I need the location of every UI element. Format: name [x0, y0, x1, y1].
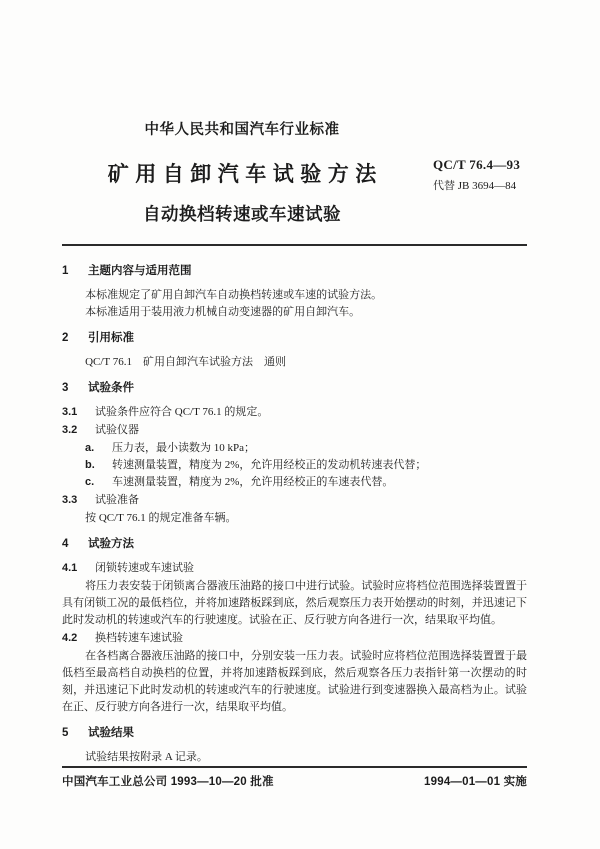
referenced-standard-line: QC/T 76.1 矿用自卸汽车试验方法 通则 [85, 356, 286, 368]
subclause-4-2 [62, 630, 527, 647]
standard-number: QC/T 76.4—93 [433, 157, 521, 172]
subclause-4-1 [62, 560, 527, 577]
subclause-4-2-text: 换档转速车速试验 [95, 632, 183, 644]
clause-2-title: 引用标准 [88, 332, 134, 344]
header-divider [62, 244, 527, 246]
standard-number-block [433, 157, 563, 193]
subclause-3-1 [62, 404, 527, 421]
instrument-item-a [62, 440, 527, 457]
footer-divider [62, 766, 527, 768]
subclause-3-3-text: 试验准备 [95, 494, 139, 506]
clause-4-1-paragraph: 将压力表安装于闭锁离合器液压油路的接口中进行试验。试验时应将档位范围选择装置置于具有闭锁工况的最低档位，并将加速踏板踩到底，然后观察压力表开始摆动的时刻，并迅速记下此时发动机的转速或汽车的行驶速度。试验在正、反行驶方向各进行一次，结果取平均值。 [62, 580, 527, 626]
document-body [62, 254, 527, 766]
subclause-3-3-number: 3.3 [62, 494, 78, 506]
subclause-3-1-number: 3.1 [62, 406, 78, 418]
clause-3-heading [62, 380, 527, 397]
subclause-4-1-text: 闭锁转速或车速试验 [95, 562, 194, 574]
clause-5-title: 试验结果 [88, 727, 134, 739]
clause-4-number: 4 [62, 538, 69, 550]
subclause-4-2-number: 4.2 [62, 632, 78, 644]
instrument-item-c-label: c. [85, 476, 95, 488]
subclause-3-1-text: 试验条件应符合 QC/T 76.1 的规定。 [95, 406, 269, 418]
clause-4-heading [62, 536, 527, 553]
clause-5-heading [62, 725, 527, 742]
clause-5-paragraph: 试验结果按附录 A 记录。 [85, 751, 208, 763]
clause-1-paragraph-2: 本标准适用于装用液力机械自动变速器的矿用自卸汽车。 [85, 306, 361, 318]
subclause-3-2-number: 3.2 [62, 424, 78, 436]
document-footer [62, 773, 527, 789]
replaces-note: 代替 JB 3694—84 [433, 180, 517, 192]
clause-1-title: 主题内容与适用范围 [88, 265, 192, 277]
instrument-item-a-text: 压力表，最小读数为 10 kPa； [112, 442, 255, 454]
instrument-item-c-text: 车速测量装置，精度为 2%，允许用经校正的车速表代替。 [112, 476, 394, 488]
instrument-item-a-label: a. [85, 442, 95, 454]
instrument-item-b-text: 转速测量装置，精度为 2%，允许用经校正的发动机转速表代替； [112, 459, 427, 471]
clause-1-number: 1 [62, 265, 69, 277]
clause-2-number: 2 [62, 332, 69, 344]
clause-4-title: 试验方法 [88, 538, 134, 550]
subclause-4-1-number: 4.1 [62, 562, 78, 574]
approval-note: 中国汽车工业总公司 1993—10—20 批准 [62, 776, 274, 788]
clause-5-number: 5 [62, 727, 69, 739]
clause-2-heading [62, 330, 527, 347]
instrument-item-c [62, 474, 527, 491]
document-header [62, 118, 422, 226]
standard-category-line: 中华人民共和国汽车行业标准 [144, 122, 340, 138]
clause-1-paragraph-1: 本标准规定了矿用自卸汽车自动换档转速或车速的试验方法。 [85, 289, 383, 301]
document-title: 矿用自卸汽车试验方法 [107, 163, 383, 186]
subclause-3-2 [62, 422, 527, 439]
subclause-3-3 [62, 492, 527, 509]
instrument-item-b-label: b. [85, 459, 95, 471]
implementation-note: 1994—01—01 实施 [424, 776, 527, 788]
clause-4-2-paragraph: 在各档离合器液压油路的接口中，分别安装一压力表。试验时应将档位范围选择装置置于最低档至最高档自动换档的位置，并将加速踏板踩到底，然后观察各压力表指针第一次摆动的时刻，并迅速记下此时发动机的转速或汽车的行驶速度。试验进行到变速器换入最高档为止。试验在正、反行驶方向各进行一次，结果取平均值。 [62, 650, 527, 713]
clause-3-title: 试验条件 [88, 382, 134, 394]
document-subtitle: 自动换档转速或车速试验 [143, 204, 341, 224]
clause-1-heading [62, 263, 527, 280]
instrument-item-b [62, 457, 527, 474]
subclause-3-2-text: 试验仪器 [95, 424, 139, 436]
clause-3-3-paragraph: 按 QC/T 76.1 的规定准备车辆。 [85, 512, 237, 524]
clause-3-number: 3 [62, 382, 69, 394]
